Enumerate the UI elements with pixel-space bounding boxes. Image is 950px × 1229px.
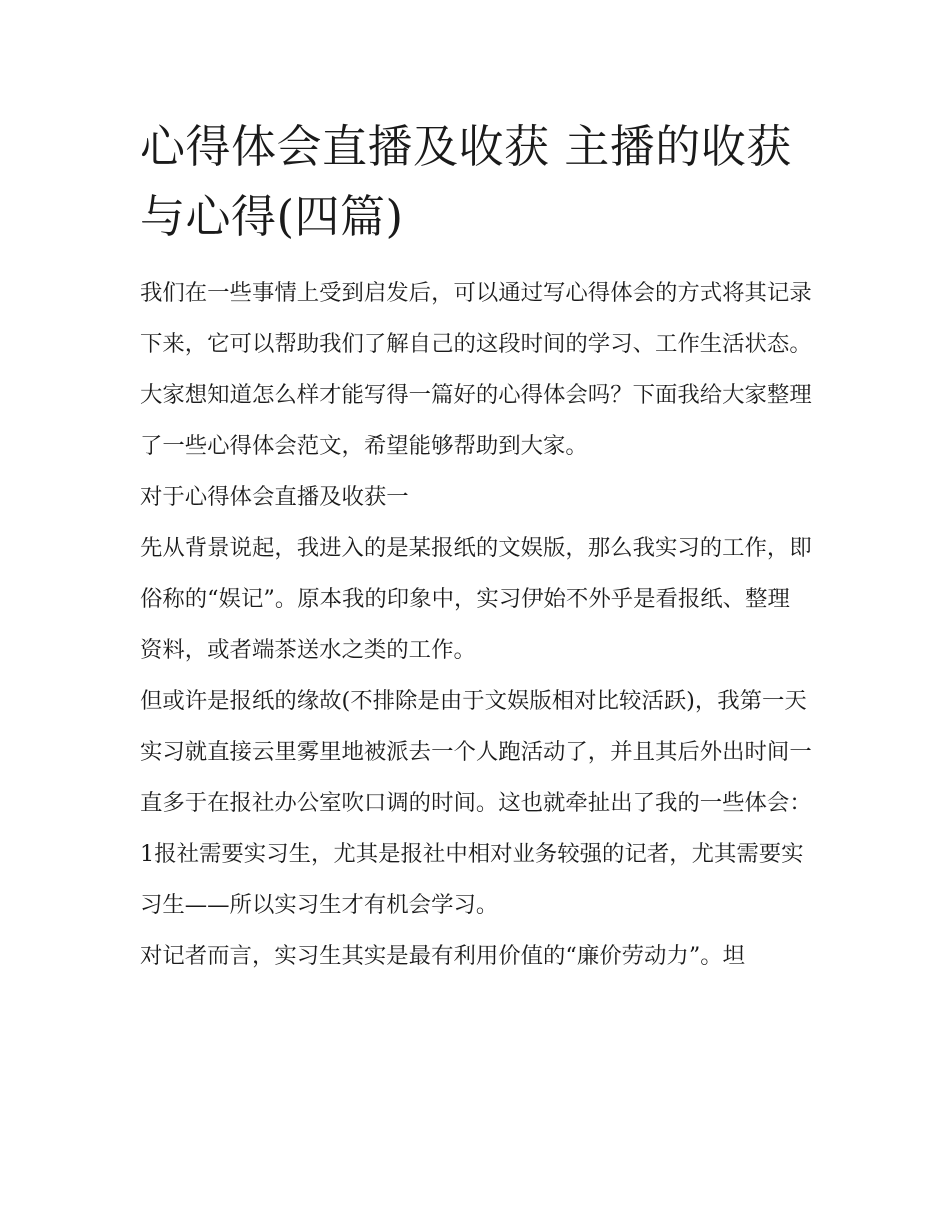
section-heading: 对于心得体会直播及收获一 xyxy=(140,484,409,510)
document-body xyxy=(140,112,812,982)
intro-paragraph: 我们在一些事情上受到启发后，可以通过写心得体会的方式将其记录下来，它可以帮助我们了解自己的这段时间的学习、工作生活状态。大家想知道怎么样才能写得一篇好的心得体会吗？下面我给大家整理了一些心得体会范文，希望能够帮助到大家。 xyxy=(140,280,812,459)
body-paragraph: 先从背景说起，我进入的是某报纸的文娱版，那么我实习的工作，即俗称的“娱记”。原本我的印象中，实习伊始不外乎是看报纸、整理资料，或者端茶送水之类的工作。 xyxy=(140,535,812,663)
numbered-paragraph: 1报社需要实习生，尤其是报社中相对业务较强的记者，尤其需要实习生——所以实习生才有机会学习。 xyxy=(140,841,804,918)
body-paragraph: 对记者而言，实习生其实是最有利用价值的“廉价劳动力”。坦 xyxy=(140,943,746,969)
body-paragraph: 但或许是报纸的缘故(不排除是由于文娱版相对比较活跃)，我第一天实习就直接云里雾里地被派去一个人跑活动了，并且其后外出时间一直多于在报社办公室吹口调的时间。这也就牵扯出了我的一些体会： xyxy=(140,688,812,816)
document-title: 心得体会直播及收获 主播的收获与心得(四篇) xyxy=(140,120,792,243)
